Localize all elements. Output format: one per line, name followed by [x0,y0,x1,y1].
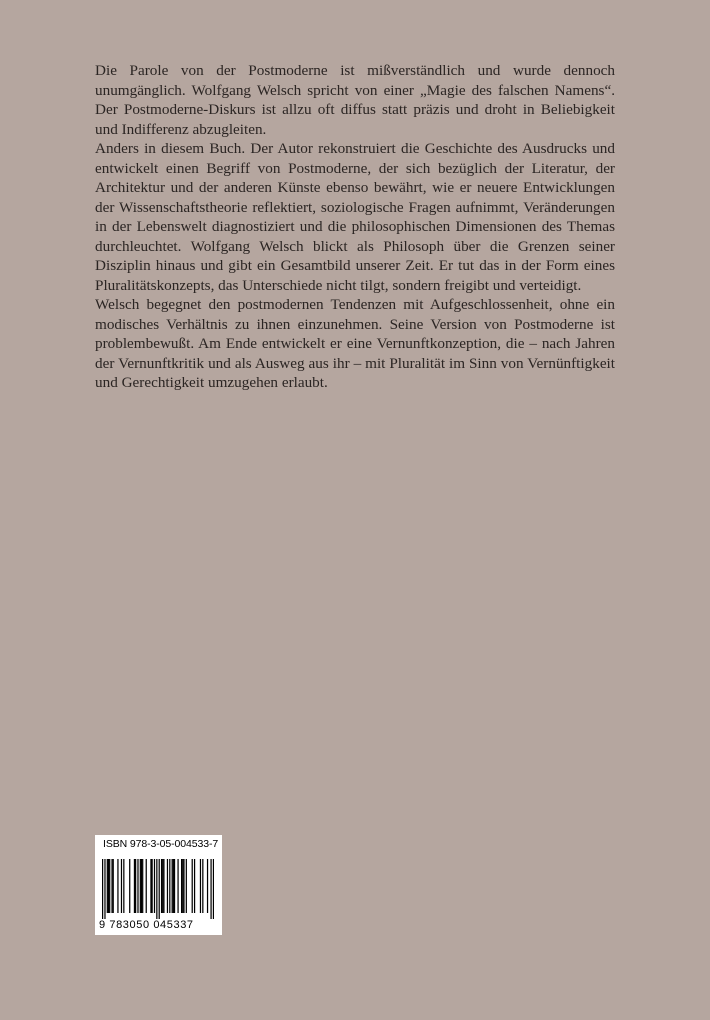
barcode-bar [162,859,163,913]
barcode-bar [154,859,155,913]
barcode-bar [121,859,122,913]
isbn-label: ISBN 978-3-05-004533-7 [103,838,219,850]
barcode-bar [167,859,168,913]
barcode-bar [142,859,143,913]
barcode-bar [182,859,183,913]
barcode-bar [177,859,178,913]
barcode-bar [135,859,136,913]
barcode-bar [137,859,138,913]
barcode-bar [150,859,151,913]
isbn-barcode-block [95,835,222,935]
blurb-paragraph-1: Die Parole von der Postmoderne ist mißverständlich und wurde dennoch unumgänglich. Wolfgang Welsch spricht von einer „Magie des falschen Namens“. Der Postmoderne-Diskurs ist allzu oft diffus statt präzis und droht in Beliebigkeit und Indifferenz abzugleiten. [95,62,615,138]
barcode-bar [117,859,118,913]
barcode-guard-bar [159,859,160,919]
barcode-bar [129,859,130,913]
barcode-bar [181,859,182,913]
barcode-bar [173,859,174,913]
barcode-bar [192,859,193,913]
barcode-guard-bar [102,859,103,919]
barcode-bar [163,859,164,913]
barcode-bar [169,859,170,913]
barcode-bar [174,859,175,913]
barcode-bar [186,859,187,913]
barcode-bar [113,859,114,913]
barcode-guard-bar [156,859,157,919]
barcode-bar [123,859,124,913]
barcode-bar [108,859,109,913]
barcode-bar [107,859,108,913]
barcode-bar [161,859,162,913]
barcode-bar [109,859,110,913]
blurb-paragraph-2: Anders in diesem Buch. Der Autor rekonstruiert die Geschichte des Ausdrucks und entwickelt einen Begriff von Postmoderne, der sich bezüglich der Literatur, der Architektur und der anderen Künste ebenso bewährt, wie er neuere Entwicklungen der Wissenschaftstheorie reflektiert, soziologische Fragen aufnimmt, Veränderungen in der Lebenswelt diagnostiziert und die philosophischen Dimensionen des Themas durchleuchtet. Wolfgang Welsch blickt als Philosoph über die Grenzen seiner Disziplin hinaus und gibt ein Gesamtbild unserer Zeit. Er tut das in der Form eines Pluralitätskonzepts, das Unterschiede nicht tilgt, sondern freigibt und verteidigt. [95,140,615,294]
barcode-bar [200,859,201,913]
blurb-text [95,61,615,393]
barcode-bar [146,859,147,913]
barcode-bar [172,859,173,913]
barcode-bar [194,859,195,913]
barcode-bar [202,859,203,913]
blurb-paragraph-3: Welsch begegnet den postmodernen Tendenzen mit Aufgeschlossenheit, ohne ein modisches Verhältnis zu ihnen einzunehmen. Seine Version von Postmoderne ist problembewußt. Am Ende entwickelt er eine Vernunftkonzeption, die – nach Jahren der Vernunftkritik und als Ausweg aus ihr – mit Pluralität im Sinn von Vernünftigkeit und Gerechtigkeit umzugehen erlaubt. [95,296,615,391]
barcode-bar [207,859,208,913]
barcode-bar [183,859,184,913]
barcode-bar [152,859,153,913]
barcode-bar [111,859,112,913]
ean-digits: 9 783050 045337 [99,919,194,931]
barcode-bar [141,859,142,913]
barcode-bar [134,859,135,913]
barcode-guard-bar [210,859,211,919]
barcode-guard-bar [213,859,214,919]
barcode-graphic [102,859,214,919]
barcode-bar [140,859,141,913]
barcode-guard-bar [104,859,105,919]
